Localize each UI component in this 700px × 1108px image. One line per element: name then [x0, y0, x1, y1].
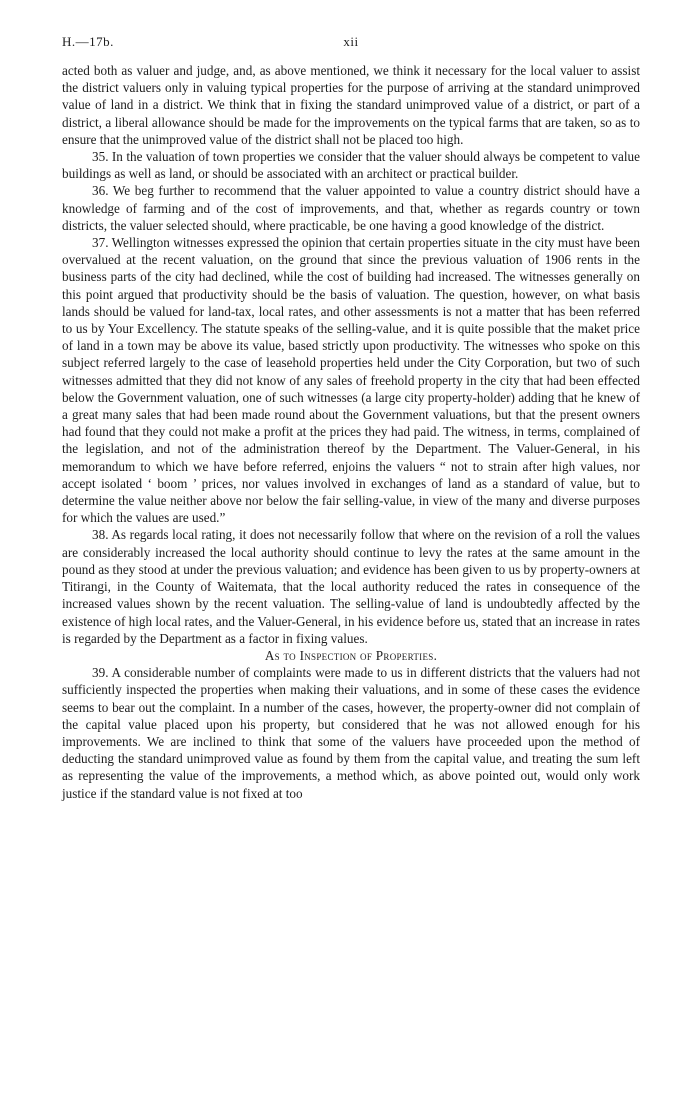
- body-text: [62, 62, 640, 802]
- paragraph-38: 38. As regards local rating, it does not necessarily follow that where on the revision of a roll the values are considerably increased the local authority should continue to levy the rates at the same amount in the pound as they stood at under the previous valuation; and evidence has been given to us by property-owners at Titirangi, in the County of Waitemata, that the local authority reduced the rates in consequence of the increased values shown by the recent valuation. The selling-value of land is undoubtedly affected by the existence of high local rates, and the Valuer-General, in his evidence before us, stated that an increase in rates is regarded by the Department as a factor in fixing values.: [62, 527, 640, 646]
- document-reference: H.—17b.: [62, 34, 114, 49]
- page-header: [62, 34, 640, 52]
- section-heading: As to Inspection of Properties.: [264, 647, 438, 663]
- paragraph-37: 37. Wellington witnesses expressed the opinion that certain properties situate in the city must have been overvalued at the recent valuation, on the ground that since the previous valuation of 1906 rents in the business parts of the city had declined, while the cost of building had increased. The witnesses generally on this point argued that productivity should be the basis of valuation. The question, however, on what basis lands should be valued for land-tax, local rates, and other assessments is not a matter that has been referred to us by Your Excellency. The statute speaks of the selling-value, and it is quite possible that the maket price of land in a town may be above its value, based strictly upon productivity. The witnesses who spoke on this subject referred largely to the case of leasehold properties held under the City Corporation, but two of such witnesses admitted that they did not know of any sales of freehold property in the city that had been effected below the Government valuation, one of such witnesses (a large city property-holder) adding that he knew of a great many sales that had been made round about the Government valuations, but that the present owners had found that they could not make a profit at the prices they had paid. The witness, in terms, complained of the legislation, and not of the administration thereof by the Department. The Valuer-General, in his memorandum to which we have before referred, enjoins the valuers “ not to strain after high values, nor accept isolated ‘ boom ’ prices, nor values involved in exchanges of land as a standard of value, but to determine the value neither above nor below the fair selling-value, in view of the many and diverse purposes for which the values are used.”: [62, 235, 640, 526]
- paragraph-39: 39. A considerable number of complaints were made to us in different districts that the valuers had not sufficiently inspected the properties when making their valuations, and in some of these cases the evidence seems to bear out the complaint. In a number of the cases, however, the property-owner did not complain of the capital value placed upon his property, but considered that he was not allowed enough for his improvements. We are inclined to think that some of the valuers have proceeded upon the method of deducting the standard unimproved value as found by them from the capital value, and treating the sum left as representing the value of the improvements, a method which, as above pointed out, would only work justice if the standard value is not fixed at too: [62, 665, 640, 801]
- paragraph-continuation: acted both as valuer and judge, and, as above mentioned, we think it necessary for the local valuer to assist the district valuers only in valuing typical properties for the purpose of arriving at the standard unimproved value of land in a district. We think that in fixing the standard unimproved value of a district, or part of a district, a liberal allowance should be made for the improvements on the typical farms that are taken, so as to ensure that the unimproved value of the district shall not be placed too high.: [62, 63, 640, 147]
- paragraph-36: 36. We beg further to recommend that the valuer appointed to value a country district should have a knowledge of farming and of the cost of improvements, and that, whether as regards country or town districts, the valuer selected should, where practicable, be one having a good knowledge of the district.: [62, 183, 640, 233]
- paragraph-35: 35. In the valuation of town properties we consider that the valuer should always be competent to value buildings as well as land, or should be associated with an architect or practical builder.: [62, 149, 640, 182]
- page-number: xii: [343, 34, 359, 49]
